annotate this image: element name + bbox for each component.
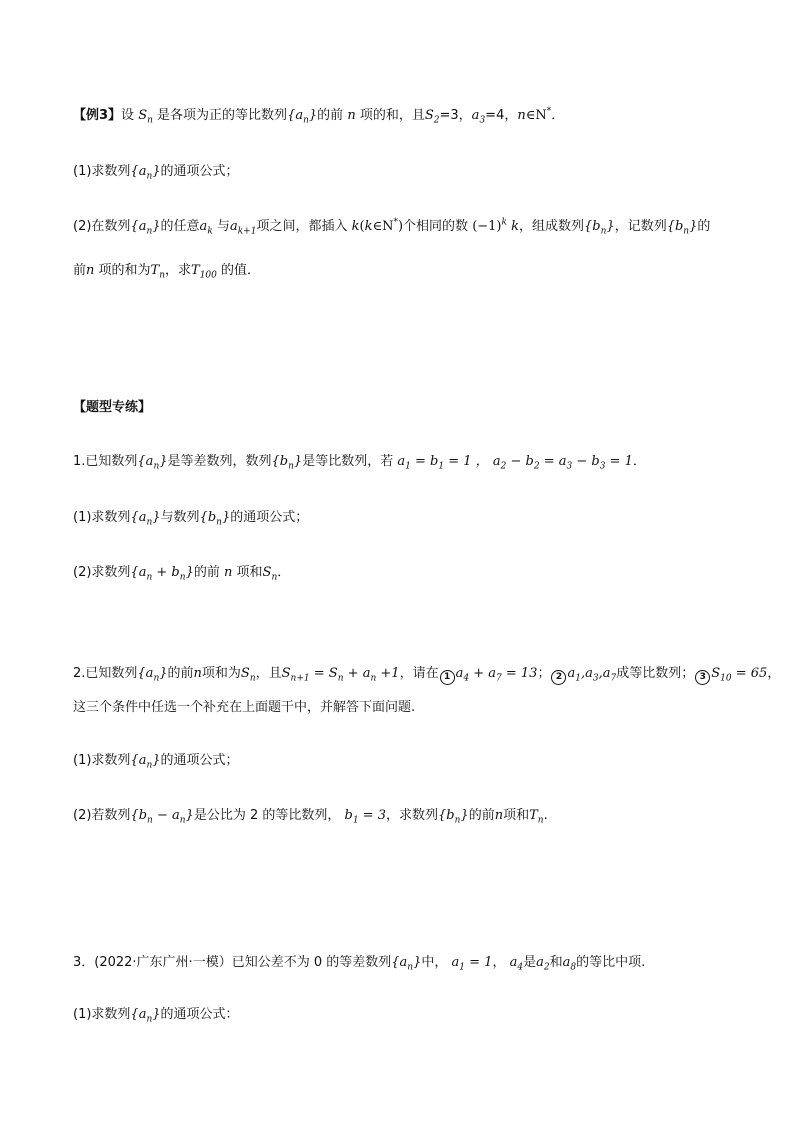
section-title: 【题型专练】 <box>73 400 152 415</box>
option-2-marker: 2 <box>551 670 566 685</box>
question3-part1: (1)求数列$\{a_n\}$的通项公式： <box>73 1007 239 1025</box>
question2-statement: 2.已知数列$\{a_n\}$的前n项和为$S_n$，且$S_{n+1} = S_n + a_n +1$，请在 1 $a_4 + a_7 = 13$； 2 $a_1,a_3,a_7$成等比数列； 3 $S_{10} = 65$， <box>73 666 781 684</box>
question3-statement: 3．(2022·广东广州·一模）已知公差不为 0 的等差数列$\{a_n\}$中， $a_1 = 1$， $a_4$是$a_2$和$a_8$的等比中项. <box>73 955 646 973</box>
example3-part2: (2)在数列$\{a_n\}$的任意$a_k$ 与$a_{k+1}$项之间，都插入 k(k∈N*)个相同的数 $(-1)^k$ k，组成数列$\{b_n\}$，记数列$\{b_n\}$的 <box>73 217 711 237</box>
option-3-marker: 3 <box>695 670 710 685</box>
question1-statement: 1.已知数列$\{a_n\}$是等差数列，数列$\{b_n\}$是等比数列，若 $a_1 = b_1 = 1$ ， $a_2 - b_2 = a_3 - b_3 = 1$． <box>73 454 646 472</box>
example3-part2-cont: 前n 项的和为$T_n$，求$T_{100}$ 的值． <box>73 263 261 281</box>
question1-part1: (1)求数列$\{a_n\}$与数列$\{b_n\}$的通项公式； <box>73 510 309 528</box>
question2-part2: (2)若数列$\{b_n - a_n\}$是公比为 2 的等比数列， $b_1 = 3$，求数列$\{b_n\}$的前n项和$T_n$. <box>73 808 548 826</box>
example-tag: 【例3】 <box>73 108 122 123</box>
example3-part1: (1)求数列$\{a_n\}$的通项公式； <box>73 164 239 182</box>
question2-line2: 这三个条件中任选一个补充在上面题干中，并解答下面问题. <box>73 700 416 715</box>
option-1-marker: 1 <box>440 670 455 685</box>
question2-part1: (1)求数列$\{a_n\}$的通项公式； <box>73 753 239 771</box>
question1-part2: (2)求数列$\{a_n + b_n\}$的前 n 项和$S_n$． <box>73 565 291 583</box>
example3-statement: 【例3】设 $S_n$ 是各项为正的等比数列$\{a_n\}$的前 n 项的和，且$S_2=3$，$a_3=4$，n∈N*． <box>73 106 565 126</box>
